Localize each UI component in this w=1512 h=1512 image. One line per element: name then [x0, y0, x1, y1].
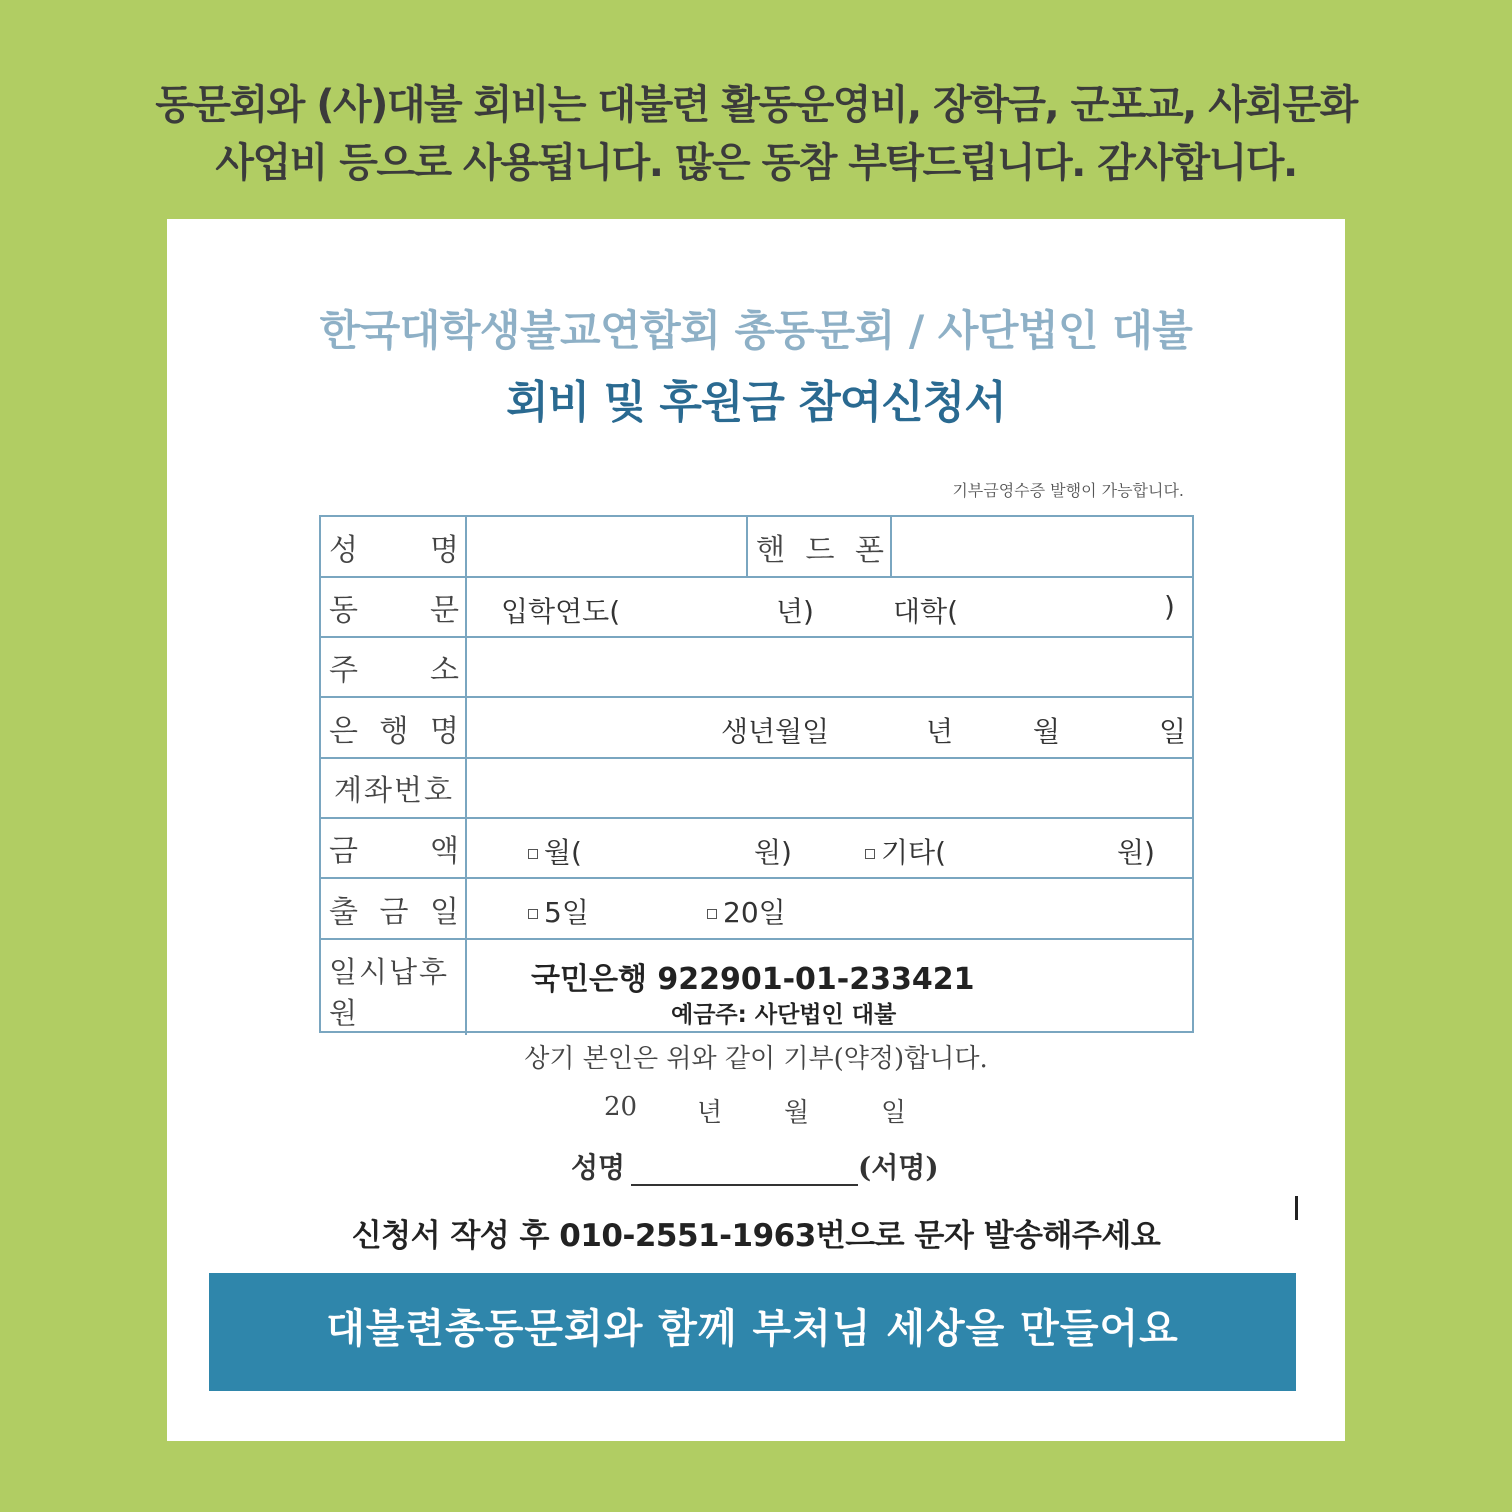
row-address [321, 638, 1192, 698]
intro-line-2: 사업비 등으로 사용됩니다. 많은 동참 부탁드립니다. 감사합니다. [215, 140, 1297, 186]
form-title: 회비 및 후원금 참여신청서 [506, 377, 1006, 428]
label-address: 주 소 [321, 638, 467, 696]
slogan-text: 대불련총동문회와 함께 부처님 세상을 만들어요 [326, 1304, 1179, 1352]
date-day: 일 [881, 1098, 907, 1128]
college-close: ) [1164, 590, 1175, 623]
withdraw-option-5[interactable]: 5일 [528, 891, 589, 931]
withdraw-20-checkbox[interactable] [707, 909, 717, 919]
signature-label: 성명 [571, 1151, 626, 1184]
entry-year-unit: 년) [776, 595, 814, 628]
other-checkbox[interactable] [865, 849, 875, 859]
signature-suffix: (서명) [858, 1151, 939, 1184]
intro-text [0, 76, 1512, 192]
label-alumni: 동 문 [321, 578, 467, 636]
pledge-statement: 상기 본인은 위와 같이 기부(약정)합니다. [524, 1044, 988, 1074]
monthly-option[interactable]: 월( [528, 831, 582, 871]
monthly-unit: 원) [754, 836, 792, 869]
row-withdraw [321, 879, 1192, 940]
signature-line[interactable] [631, 1184, 858, 1186]
row-amount [321, 819, 1192, 879]
date-century: 20 [604, 1092, 638, 1122]
monthly-checkbox[interactable] [528, 849, 538, 859]
other-unit: 원) [1117, 836, 1155, 869]
birth-year-unit: 년 [926, 715, 954, 748]
submission-instruction: 신청서 작성 후 010-2551-1963번으로 문자 발송해주세요 [351, 1218, 1161, 1254]
organization-title: 한국대학생불교연합회 총동문회 / 사단법인 대불 [319, 306, 1193, 355]
row-account [321, 759, 1192, 819]
label-onetime: 일시납후원 [321, 940, 467, 1035]
row-alumni [321, 578, 1192, 638]
date-month: 월 [784, 1098, 810, 1128]
label-phone: 핸 드 폰 [746, 517, 892, 576]
row-onetime [321, 940, 1192, 1035]
account-holder: 예금주: 사단법인 대불 [671, 1002, 897, 1028]
label-account: 계좌번호 [321, 759, 467, 817]
receipt-note: 기부금영수증 발행이 가능합니다. [952, 481, 1184, 500]
label-bank: 은 행 명 [321, 698, 467, 757]
label-withdraw: 출 금 일 [321, 879, 467, 938]
row-bank [321, 698, 1192, 759]
other-option[interactable]: 기타( [865, 831, 946, 871]
application-table [319, 515, 1194, 1033]
birth-day-unit: 일 [1159, 715, 1187, 748]
label-name: 성 명 [321, 517, 467, 576]
donation-bank-account: 국민은행 922901-01-233421 [531, 962, 975, 997]
row-name [321, 517, 1192, 578]
birthdate-label: 생년월일 [721, 715, 830, 748]
date-year: 년 [697, 1098, 723, 1128]
intro-line-1: 동문회와 (사)대불 회비는 대불련 활동운영비, 장학금, 군포교, 사회문화 [155, 82, 1357, 128]
birth-month-unit: 월 [1033, 715, 1061, 748]
label-amount: 금 액 [321, 819, 467, 877]
withdraw-5-checkbox[interactable] [528, 909, 538, 919]
entry-year-field[interactable]: 입학연도( [501, 595, 621, 628]
slogan-banner [209, 1273, 1296, 1391]
withdraw-option-20[interactable]: 20일 [707, 891, 786, 931]
college-field[interactable]: 대학( [893, 595, 959, 628]
